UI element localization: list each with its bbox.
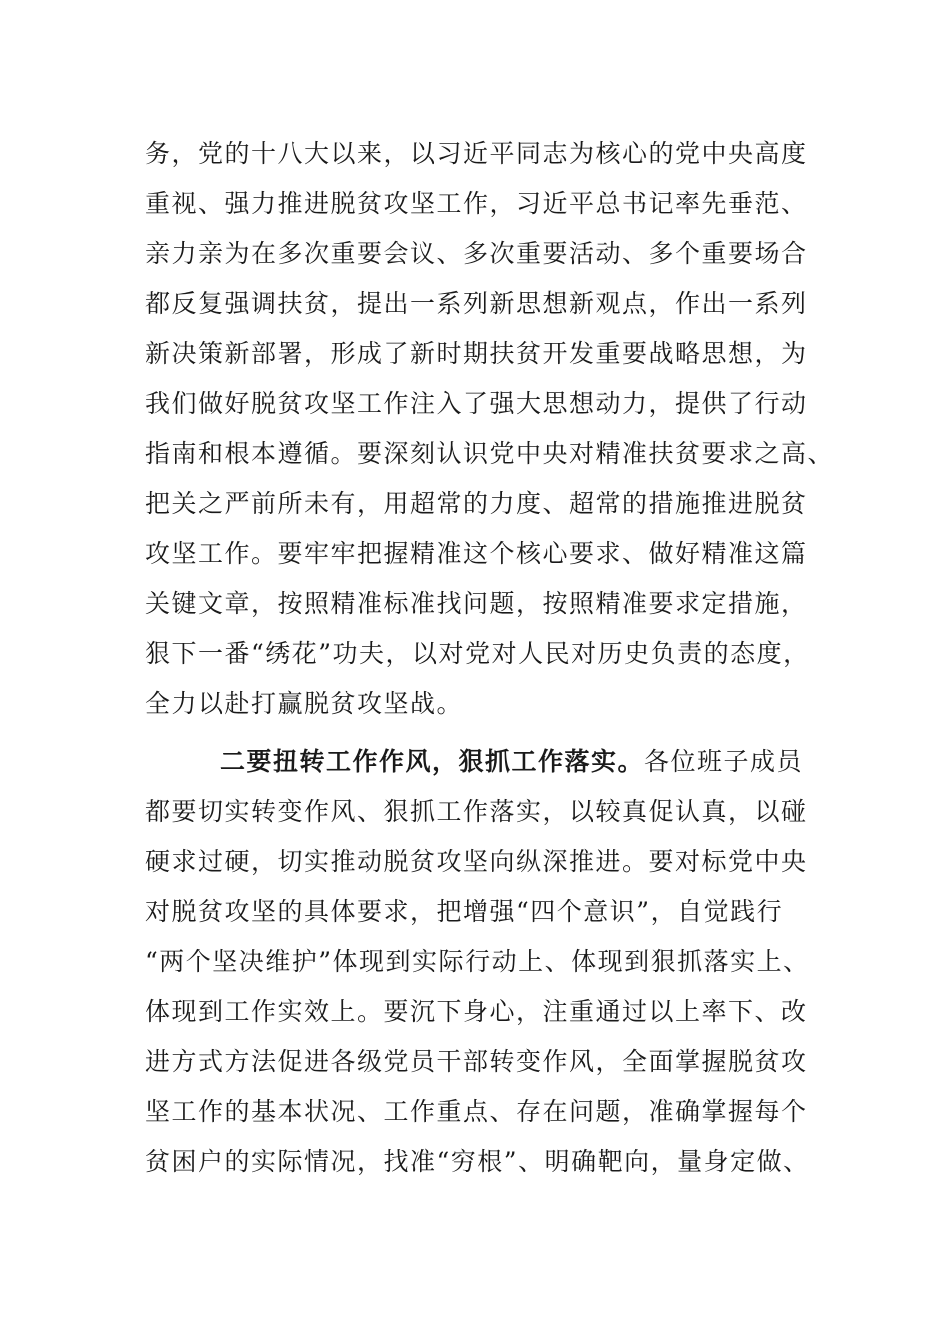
paragraph-1 xyxy=(145,129,835,729)
paragraph-line: 狠下一番“绣花”功夫，以对党对人民对历史负责的态度， xyxy=(145,639,810,668)
paragraph-heading: 二要扭转工作作风，狠抓工作落实。 xyxy=(220,747,645,776)
paragraph-line: 把关之严前所未有，用超常的力度、超常的措施推进脱贫 xyxy=(145,489,808,518)
paragraph-line: 都反复强调扶贫，提出一系列新思想新观点，作出一系列 xyxy=(145,289,808,318)
paragraph-line: 重视、强力推进脱贫攻坚工作，习近平总书记率先垂范、 xyxy=(145,189,808,218)
paragraph-line: 全力以赴打赢脱贫攻坚战。 xyxy=(145,689,464,718)
paragraph-line: 硬求过硬，切实推动脱贫攻坚向纵深推进。要对标党中央 xyxy=(145,847,808,876)
paragraph-first-line xyxy=(145,737,805,787)
paragraph-line: “两个坚决维护”体现到实际行动上、体现到狠抓落实上、 xyxy=(145,947,810,976)
paragraph-line: 关键文章，按照精准标准找问题，按照精准要求定措施， xyxy=(145,589,808,618)
paragraph-first-line-text: 各位班子成员 xyxy=(644,747,804,776)
paragraph-line: 都要切实转变作风、狠抓工作落实，以较真促认真，以碰 xyxy=(145,797,808,826)
paragraph-line: 坚工作的基本状况、工作重点、存在问题，准确掌握每个 xyxy=(145,1097,808,1126)
paragraph-line: 贫困户的实际情况，找准“穷根”、明确靶向，量身定做、 xyxy=(145,1147,810,1176)
paragraph-line: 对脱贫攻坚的具体要求，把增强“四个意识”，自觉践行 xyxy=(145,897,784,926)
paragraph-line: 进方式方法促进各级党员干部转变作风，全面掌握脱贫攻 xyxy=(145,1047,808,1076)
paragraph-line: 新决策新部署，形成了新时期扶贫开发重要战略思想，为 xyxy=(145,339,808,368)
paragraph-line: 我们做好脱贫攻坚工作注入了强大思想动力，提供了行动 xyxy=(145,389,808,418)
paragraph-line: 务，党的十八大以来，以习近平同志为核心的党中央高度 xyxy=(145,139,808,168)
paragraph-line: 体现到工作实效上。要沉下身心，注重通过以上率下、改 xyxy=(145,997,808,1026)
paragraph-line: 亲力亲为在多次重要会议、多次重要活动、多个重要场合 xyxy=(145,239,808,268)
paragraph-line: 指南和根本遵循。要深刻认识党中央对精准扶贫要求之高、 xyxy=(145,439,835,468)
paragraph-line: 攻坚工作。要牢牢把握精准这个核心要求、做好精准这篇 xyxy=(145,539,808,568)
paragraph-2 xyxy=(145,737,810,1187)
